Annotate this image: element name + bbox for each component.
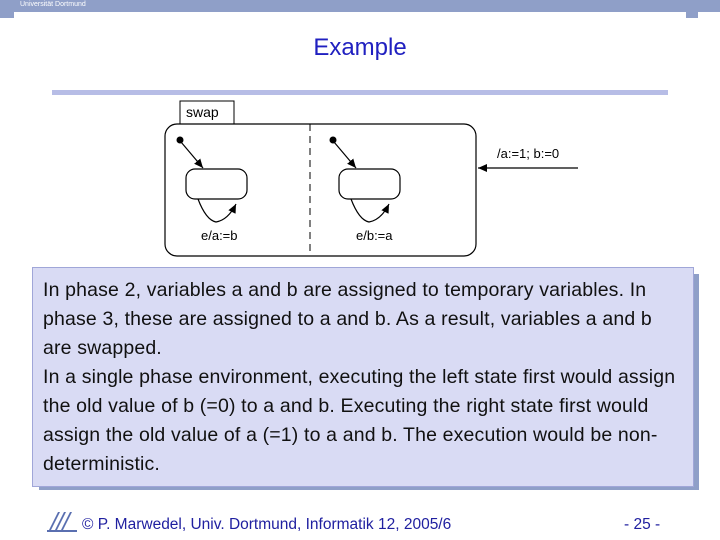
left-initial-arrow bbox=[181, 142, 203, 168]
right-initial-dot bbox=[330, 137, 337, 144]
left-initial-dot bbox=[177, 137, 184, 144]
explanation-paragraph-2: In a single phase environment, executing the left state first would assign the old value of b (=0) to a and b. Executing the right state first would assign the old value of a (=1) to a and b. The execution would be non-deterministic. bbox=[43, 366, 676, 475]
university-logo-icon bbox=[46, 506, 78, 534]
left-state bbox=[186, 169, 247, 199]
state-name-label: swap bbox=[186, 104, 219, 120]
right-state bbox=[339, 169, 400, 199]
incoming-transition-label: /a:=1; b:=0 bbox=[497, 146, 560, 161]
right-initial-arrow bbox=[334, 142, 356, 168]
page-number: - 25 - bbox=[624, 516, 661, 533]
left-transition-label: e/a:=b bbox=[201, 228, 238, 243]
institution-label: Universität Dortmund bbox=[20, 1, 86, 8]
slide-title: Example bbox=[313, 34, 407, 61]
right-transition-label: e/b:=a bbox=[356, 228, 393, 243]
explanation-box bbox=[32, 267, 694, 487]
footer-credit: © P. Marwedel, Univ. Dortmund, Informatik 12, 2005/6 bbox=[82, 516, 452, 533]
explanation-paragraph-1: In phase 2, variables a and b are assigned to temporary variables. In phase 3, these are assigned to a and b. As a result, variables a and b are swapped. bbox=[43, 279, 652, 359]
right-self-loop bbox=[351, 199, 389, 222]
left-self-loop bbox=[198, 199, 236, 222]
